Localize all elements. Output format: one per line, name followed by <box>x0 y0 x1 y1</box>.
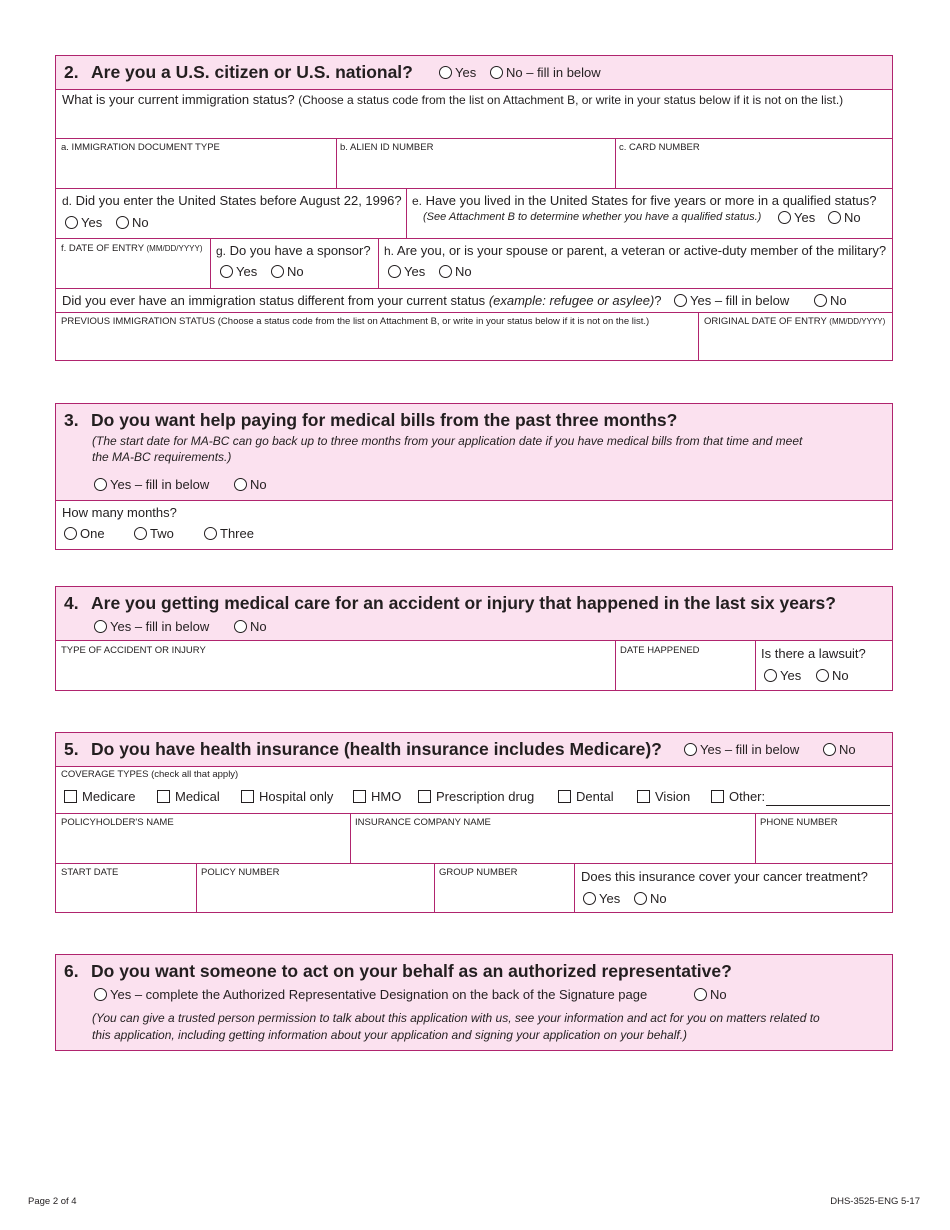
cancer-coverage-cell <box>574 864 892 912</box>
lawsuit-yes-option[interactable]: Yes <box>764 668 801 683</box>
section-6 <box>55 954 893 1051</box>
lawsuit-no-option[interactable]: No <box>816 668 849 683</box>
date-of-entry-field[interactable]: f. DATE OF ENTRY (MM/DD/YYYY) <box>61 243 203 254</box>
section-4-header <box>56 587 892 640</box>
form-number: DHS-3525-ENG 5-17 <box>830 1196 920 1207</box>
policyholder-name-field[interactable]: POLICYHOLDER'S NAME <box>61 817 174 828</box>
months-one-radio[interactable] <box>64 527 77 540</box>
insurance-no-option[interactable]: No <box>823 742 856 757</box>
medical-bills-yes-option[interactable]: Yes – fill in below <box>94 477 209 492</box>
g-no-option[interactable]: No <box>271 264 304 279</box>
citizen-yes-radio[interactable] <box>439 66 452 79</box>
coverage-medicare[interactable]: Medicare <box>64 789 135 804</box>
five-years-question: Have you lived in the United States for five years or more in a qualified status? <box>425 193 877 208</box>
entry-date-row <box>56 238 892 288</box>
coverage-vision[interactable]: Vision <box>637 789 690 804</box>
insurance-company-field[interactable]: INSURANCE COMPANY NAME <box>350 814 755 863</box>
vision-checkbox[interactable] <box>637 790 650 803</box>
accident-no-option[interactable]: No <box>234 619 267 634</box>
accident-yes-option[interactable]: Yes – fill in below <box>94 619 209 634</box>
section-2-title: Are you a U.S. citizen or U.S. national? <box>91 62 413 82</box>
e-yes-option[interactable]: Yes <box>778 210 815 225</box>
section-5-number: 5. <box>64 739 79 759</box>
g-no-radio[interactable] <box>271 265 284 278</box>
document-type-field[interactable]: a. IMMIGRATION DOCUMENT TYPE <box>61 142 220 153</box>
coverage-other[interactable]: Other: <box>711 789 765 804</box>
section-4 <box>55 586 893 691</box>
representative-yes-option[interactable]: Yes – complete the Authorized Representative Designation on the back of the Signature page <box>94 987 647 1002</box>
section-3 <box>55 403 893 550</box>
medical-bills-no-option[interactable]: No <box>234 477 267 492</box>
phone-number-field[interactable]: PHONE NUMBER <box>755 814 892 863</box>
section-5 <box>55 732 893 913</box>
insurance-no-radio[interactable] <box>823 743 836 756</box>
prev-yes-radio[interactable] <box>674 294 687 307</box>
section-6-number: 6. <box>64 961 79 981</box>
other-checkbox[interactable] <box>711 790 724 803</box>
coverage-hmo[interactable]: HMO <box>353 789 401 804</box>
accident-no-radio[interactable] <box>234 620 247 633</box>
section-5-title: Do you have health insurance (health insurance includes Medicare)? <box>91 739 662 759</box>
entered-before-1996-cell: d. Did you enter the United States before August 22, 1996? Yes No <box>62 193 402 230</box>
policyholder-row <box>56 813 892 863</box>
sponsor-cell: g. Do you have a sponsor? Yes No <box>210 239 378 288</box>
veteran-cell: h. Are you, or is your spouse or parent, a veteran or active-duty member of the military? Yes No <box>378 239 892 288</box>
coverage-dental[interactable]: Dental <box>558 789 614 804</box>
section-6-note-line-2: this application, including getting information about your application and signing your application on your behalf.) <box>92 1028 688 1042</box>
h-yes-radio[interactable] <box>388 265 401 278</box>
representative-no-option[interactable]: No <box>694 987 727 1002</box>
previous-status-question-row <box>56 288 892 312</box>
immigration-status-question: What is your current immigration status? (Choose a status code from the list on Attachment B, or write in your status below if it is not on the list.) <box>62 92 844 107</box>
original-entry-date-field[interactable]: ORIGINAL DATE OF ENTRY (MM/DD/YYYY) <box>698 313 892 360</box>
section-6-title: Do you want someone to act on your behalf as an authorized representative? <box>91 961 732 981</box>
lawsuit-cell <box>755 641 892 690</box>
coverage-medical[interactable]: Medical <box>157 789 220 804</box>
e-no-option[interactable]: No <box>828 210 861 225</box>
section-4-title: Are you getting medical care for an accident or injury that happened in the last six years? <box>91 593 836 613</box>
prev-no-radio[interactable] <box>814 294 827 307</box>
coverage-prescription-drug[interactable]: Prescription drug <box>418 789 534 804</box>
medical-bills-yes-radio[interactable] <box>94 478 107 491</box>
hospital-only-checkbox[interactable] <box>241 790 254 803</box>
e-yes-radio[interactable] <box>778 211 791 224</box>
section-4-number: 4. <box>64 593 79 613</box>
accident-details-row <box>56 640 892 690</box>
hmo-checkbox[interactable] <box>353 790 366 803</box>
coverage-hospital-only[interactable]: Hospital only <box>241 789 333 804</box>
group-number-field[interactable]: GROUP NUMBER <box>434 864 574 912</box>
g-yes-option[interactable]: Yes <box>220 264 257 279</box>
five-years-note: (See Attachment B to determine whether you have a qualified status.) <box>423 211 762 223</box>
cancer-coverage-question: Does this insurance cover your cancer treatment? <box>581 869 868 884</box>
immigration-status-row[interactable] <box>56 89 892 138</box>
months-row <box>56 500 892 549</box>
lawsuit-no-radio[interactable] <box>816 669 829 682</box>
d-yes-radio[interactable] <box>65 216 78 229</box>
d-no-radio[interactable] <box>116 216 129 229</box>
alien-id-field[interactable]: b. ALIEN ID NUMBER <box>336 139 615 188</box>
prev-yes-option[interactable]: Yes – fill in below <box>674 293 789 308</box>
citizen-no-option[interactable]: No – fill in below <box>490 65 601 80</box>
lawsuit-yes-radio[interactable] <box>764 669 777 682</box>
coverage-types-row <box>56 766 892 813</box>
section-2-header <box>56 56 892 89</box>
d-yes-option[interactable]: Yes <box>65 215 102 230</box>
document-row <box>56 138 892 188</box>
entry-questions-row <box>56 188 892 238</box>
entered-before-1996-question: Did you enter the United States before August 22, 1996? <box>75 193 402 208</box>
cancer-no-radio[interactable] <box>634 892 647 905</box>
medical-checkbox[interactable] <box>157 790 170 803</box>
d-no-option[interactable]: No <box>116 215 149 230</box>
citizen-yes-option[interactable]: Yes <box>439 65 476 80</box>
section-5-header <box>56 733 892 766</box>
sponsor-question: Do you have a sponsor? <box>229 243 371 258</box>
section-3-note-line-2: the MA-BC requirements.) <box>92 450 232 464</box>
medical-bills-no-radio[interactable] <box>234 478 247 491</box>
insurance-yes-radio[interactable] <box>684 743 697 756</box>
page-number: Page 2 of 4 <box>28 1196 77 1207</box>
prescription-drug-checkbox[interactable] <box>418 790 431 803</box>
representative-yes-radio[interactable] <box>94 988 107 1001</box>
section-6-note-line-1: (You can give a trusted person permission to talk about this application with us, see your information and act for you on matters related to <box>92 1011 820 1025</box>
insurance-yes-option[interactable]: Yes – fill in below <box>684 742 799 757</box>
card-number-field[interactable]: c. CARD NUMBER <box>615 139 892 188</box>
months-three-radio[interactable] <box>204 527 217 540</box>
h-no-option[interactable]: No <box>439 264 472 279</box>
h-no-radio[interactable] <box>439 265 452 278</box>
section-3-header <box>56 404 892 500</box>
medicare-checkbox[interactable] <box>64 790 77 803</box>
section-3-note-line-1: (The start date for MA-BC can go back up to three months from your application date if you have medical bills from that time and meet <box>92 434 803 448</box>
previous-status-row <box>56 312 892 360</box>
start-date-field[interactable]: START DATE <box>61 867 119 878</box>
section-3-title: Do you want help paying for medical bills from the past three months? <box>91 410 678 430</box>
previous-status-field[interactable]: PREVIOUS IMMIGRATION STATUS (Choose a status code from the list on Attachment B, or write in your status below if it is not on the list.) <box>61 316 650 327</box>
other-write-in-line[interactable] <box>766 805 890 806</box>
coverage-types-label: COVERAGE TYPES (check all that apply) <box>61 769 239 780</box>
section-2 <box>55 55 893 361</box>
policy-details-row <box>56 863 892 912</box>
dental-checkbox[interactable] <box>558 790 571 803</box>
g-yes-radio[interactable] <box>220 265 233 278</box>
cancer-yes-option[interactable]: Yes <box>583 891 620 906</box>
date-happened-field[interactable]: DATE HAPPENED <box>615 641 755 690</box>
citizen-no-radio[interactable] <box>490 66 503 79</box>
representative-no-radio[interactable] <box>694 988 707 1001</box>
e-no-radio[interactable] <box>828 211 841 224</box>
h-yes-option[interactable]: Yes <box>388 264 425 279</box>
months-three-option[interactable]: Three <box>204 526 254 541</box>
lawsuit-question: Is there a lawsuit? <box>761 646 866 661</box>
months-question: How many months? <box>62 505 177 520</box>
section-2-number: 2. <box>64 62 79 82</box>
months-one-option[interactable]: One <box>64 526 105 541</box>
previous-status-question: Did you ever have an immigration status different from your current status (example: refugee or asylee)? <box>62 293 662 308</box>
accident-type-field[interactable]: TYPE OF ACCIDENT OR INJURY <box>61 645 206 656</box>
months-two-option[interactable]: Two <box>134 526 174 541</box>
cancer-yes-radio[interactable] <box>583 892 596 905</box>
section-3-number: 3. <box>64 410 79 430</box>
five-years-cell: e. Have you lived in the United States for five years or more in a qualified status? (See Attachment B to determine whether you have a qualified status.) Yes No <box>406 189 892 238</box>
veteran-question: Are you, or is your spouse or parent, a veteran or active-duty member of the military? <box>396 243 887 258</box>
cancer-no-option[interactable]: No <box>634 891 667 906</box>
months-two-radio[interactable] <box>134 527 147 540</box>
prev-no-option[interactable]: No <box>814 293 847 308</box>
accident-yes-radio[interactable] <box>94 620 107 633</box>
policy-number-field[interactable]: POLICY NUMBER <box>196 864 434 912</box>
